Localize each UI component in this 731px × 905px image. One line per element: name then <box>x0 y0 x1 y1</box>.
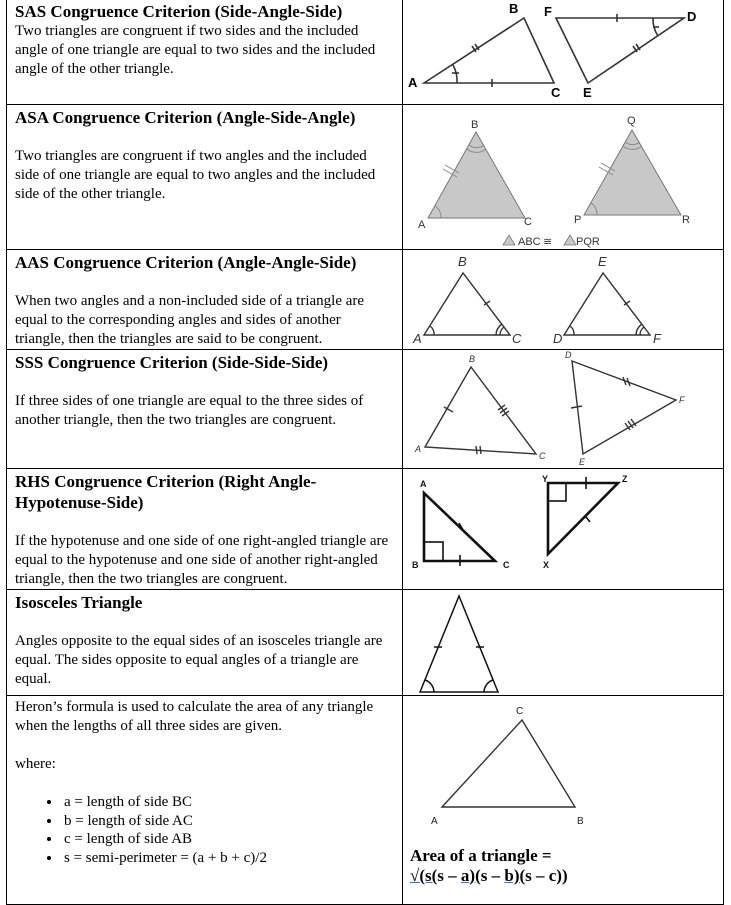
heron-intro: Heron’s formula is used to calculate the area of any triangle when the lengths of all three sides are given. <box>15 699 374 734</box>
asa-figure <box>403 105 723 249</box>
triangle-def <box>556 18 684 83</box>
label-c: C <box>516 706 524 717</box>
table-row-isosceles <box>7 590 724 696</box>
aas-title: AAS Congruence Criterion (Angle-Angle-Side) <box>15 253 357 272</box>
heron-formula <box>410 866 568 886</box>
label-b: B <box>469 354 476 364</box>
asa-body: Two triangles are congruent if two angles and the included side of one triangle are equal to two angles and the included side of the other triangle. <box>15 148 376 202</box>
rhs-body: If the hypotenuse and one side of one right-angled triangle are equal to the hypotenuse and one side of another right-angled triangle, then the two triangles are congruent. <box>15 533 389 587</box>
sss-figure-cell <box>403 350 724 469</box>
label-e: E <box>579 457 586 467</box>
label-c: C <box>551 85 561 100</box>
label-x: X <box>543 560 550 570</box>
formula-part: s – c)) <box>525 866 568 885</box>
triangle-xyz <box>548 483 618 554</box>
triangle-abc <box>425 367 536 454</box>
label-b: B <box>471 119 479 131</box>
asa-text-cell <box>7 105 403 250</box>
table-row-asa <box>7 105 724 250</box>
aas-figure-cell <box>403 250 724 350</box>
sss-figure <box>403 350 723 468</box>
sas-title: SAS Congruence Criterion (Side-Angle-Side) <box>15 2 343 21</box>
label-d: D <box>565 350 572 360</box>
isosceles-body: Angles opposite to the equal sides of an isosceles triangle are equal. The sides opposite to equal angles of a triangle are equal. <box>15 633 383 687</box>
label-y: Y <box>542 474 549 484</box>
label-a: A <box>415 444 422 454</box>
area-formula <box>410 846 568 886</box>
triangle-pqr <box>584 130 681 215</box>
heron-figure-cell <box>403 696 724 905</box>
label-e: E <box>598 254 607 269</box>
aas-body: When two angles and a non-included side of a triangle are equal to the corresponding angles and sides of another triangle, then the triangles are said to be congruent. <box>15 293 365 347</box>
triangle-abc <box>428 132 525 218</box>
label-a: A <box>431 816 438 827</box>
heron-variable-list <box>15 793 394 867</box>
label-b: B <box>509 1 519 16</box>
sss-title: SSS Congruence Criterion (Side-Side-Side) <box>15 353 329 372</box>
heron-figure <box>403 696 723 836</box>
triangle-symbol-icon <box>564 235 576 245</box>
formula-part-sqrt: √(s( <box>410 866 438 885</box>
isosceles-text-cell <box>7 590 403 696</box>
label-a: A <box>408 75 418 90</box>
label-r: R <box>682 214 690 226</box>
congruent-symbol: ≅ <box>543 235 553 248</box>
asa-figure-cell <box>403 105 724 250</box>
label-b: B <box>412 560 419 570</box>
sss-text-cell <box>7 350 403 469</box>
list-item: • b = length of side AC <box>62 812 394 831</box>
heron-where: where: <box>15 756 56 772</box>
caption-pqr: PQR <box>576 236 600 248</box>
label-a: A <box>413 331 422 346</box>
triangle-def <box>564 273 650 335</box>
formula-part-b: b)( <box>504 866 526 885</box>
table-row-heron <box>7 696 724 905</box>
isosceles-figure <box>403 590 723 695</box>
table-row-rhs <box>7 469 724 590</box>
rhs-figure-cell <box>403 469 724 590</box>
triangle-abc <box>424 493 495 561</box>
sas-figure-cell <box>403 0 724 105</box>
sss-body: If three sides of one triangle are equal to the three sides of another triangle, then the two triangles are congruent. <box>15 393 364 428</box>
label-c: C <box>524 216 532 228</box>
rhs-figure <box>403 469 723 584</box>
label-c: C <box>539 451 546 461</box>
label-c: C <box>512 331 522 346</box>
rhs-text-cell <box>7 469 403 590</box>
formula-part: s – <box>480 866 505 885</box>
label-f: F <box>653 331 661 346</box>
triangle-abc <box>424 18 554 83</box>
heron-text-cell <box>7 696 403 905</box>
list-item: • a = length of side BC <box>62 793 394 812</box>
isosceles-triangle <box>420 596 498 692</box>
table-row-sss <box>7 350 724 469</box>
table-row-aas <box>7 250 724 350</box>
label-f: F <box>679 395 685 405</box>
label-d: D <box>687 9 697 24</box>
asa-title: ASA Congruence Criterion (Angle-Side-Angle) <box>15 108 356 127</box>
list-item: • c = length of side AB <box>62 830 394 849</box>
label-b: B <box>458 254 467 269</box>
label-b: B <box>577 816 584 827</box>
label-d: D <box>553 331 563 346</box>
label-f: F <box>544 4 552 19</box>
isosceles-figure-cell <box>403 590 724 696</box>
sas-figure <box>403 0 723 103</box>
label-c: C <box>503 560 510 570</box>
table-row-sas <box>7 0 724 105</box>
label-q: Q <box>627 115 636 127</box>
isosceles-title: Isosceles Triangle <box>15 593 143 612</box>
triangle-abc <box>424 273 510 335</box>
area-label: Area of a triangle = <box>410 846 552 865</box>
label-a: A <box>418 219 426 231</box>
formula-part: s – <box>437 866 461 885</box>
triangle-abc <box>442 720 575 807</box>
rhs-title: RHS Congruence Criterion (Right Angle-Hypotenuse-Side) <box>15 472 317 512</box>
label-p: P <box>574 214 582 226</box>
list-item: • s = semi-perimeter = (a + b + c)/2 <box>62 849 394 868</box>
label-a: A <box>420 479 427 489</box>
triangle-def <box>572 361 676 454</box>
triangle-symbol-icon <box>503 235 515 245</box>
aas-text-cell <box>7 250 403 350</box>
formula-part-a: a)( <box>460 866 481 885</box>
label-z: Z <box>622 474 628 484</box>
sas-body: Two triangles are congruent if two sides and the included angle of one triangle are equal to two sides and the included angle of the other triangle. <box>15 23 376 77</box>
caption-abc: ABC <box>518 236 541 248</box>
aas-figure <box>403 250 723 348</box>
congruence-table <box>6 0 724 905</box>
label-e: E <box>583 85 592 100</box>
sas-text-cell <box>7 0 403 105</box>
